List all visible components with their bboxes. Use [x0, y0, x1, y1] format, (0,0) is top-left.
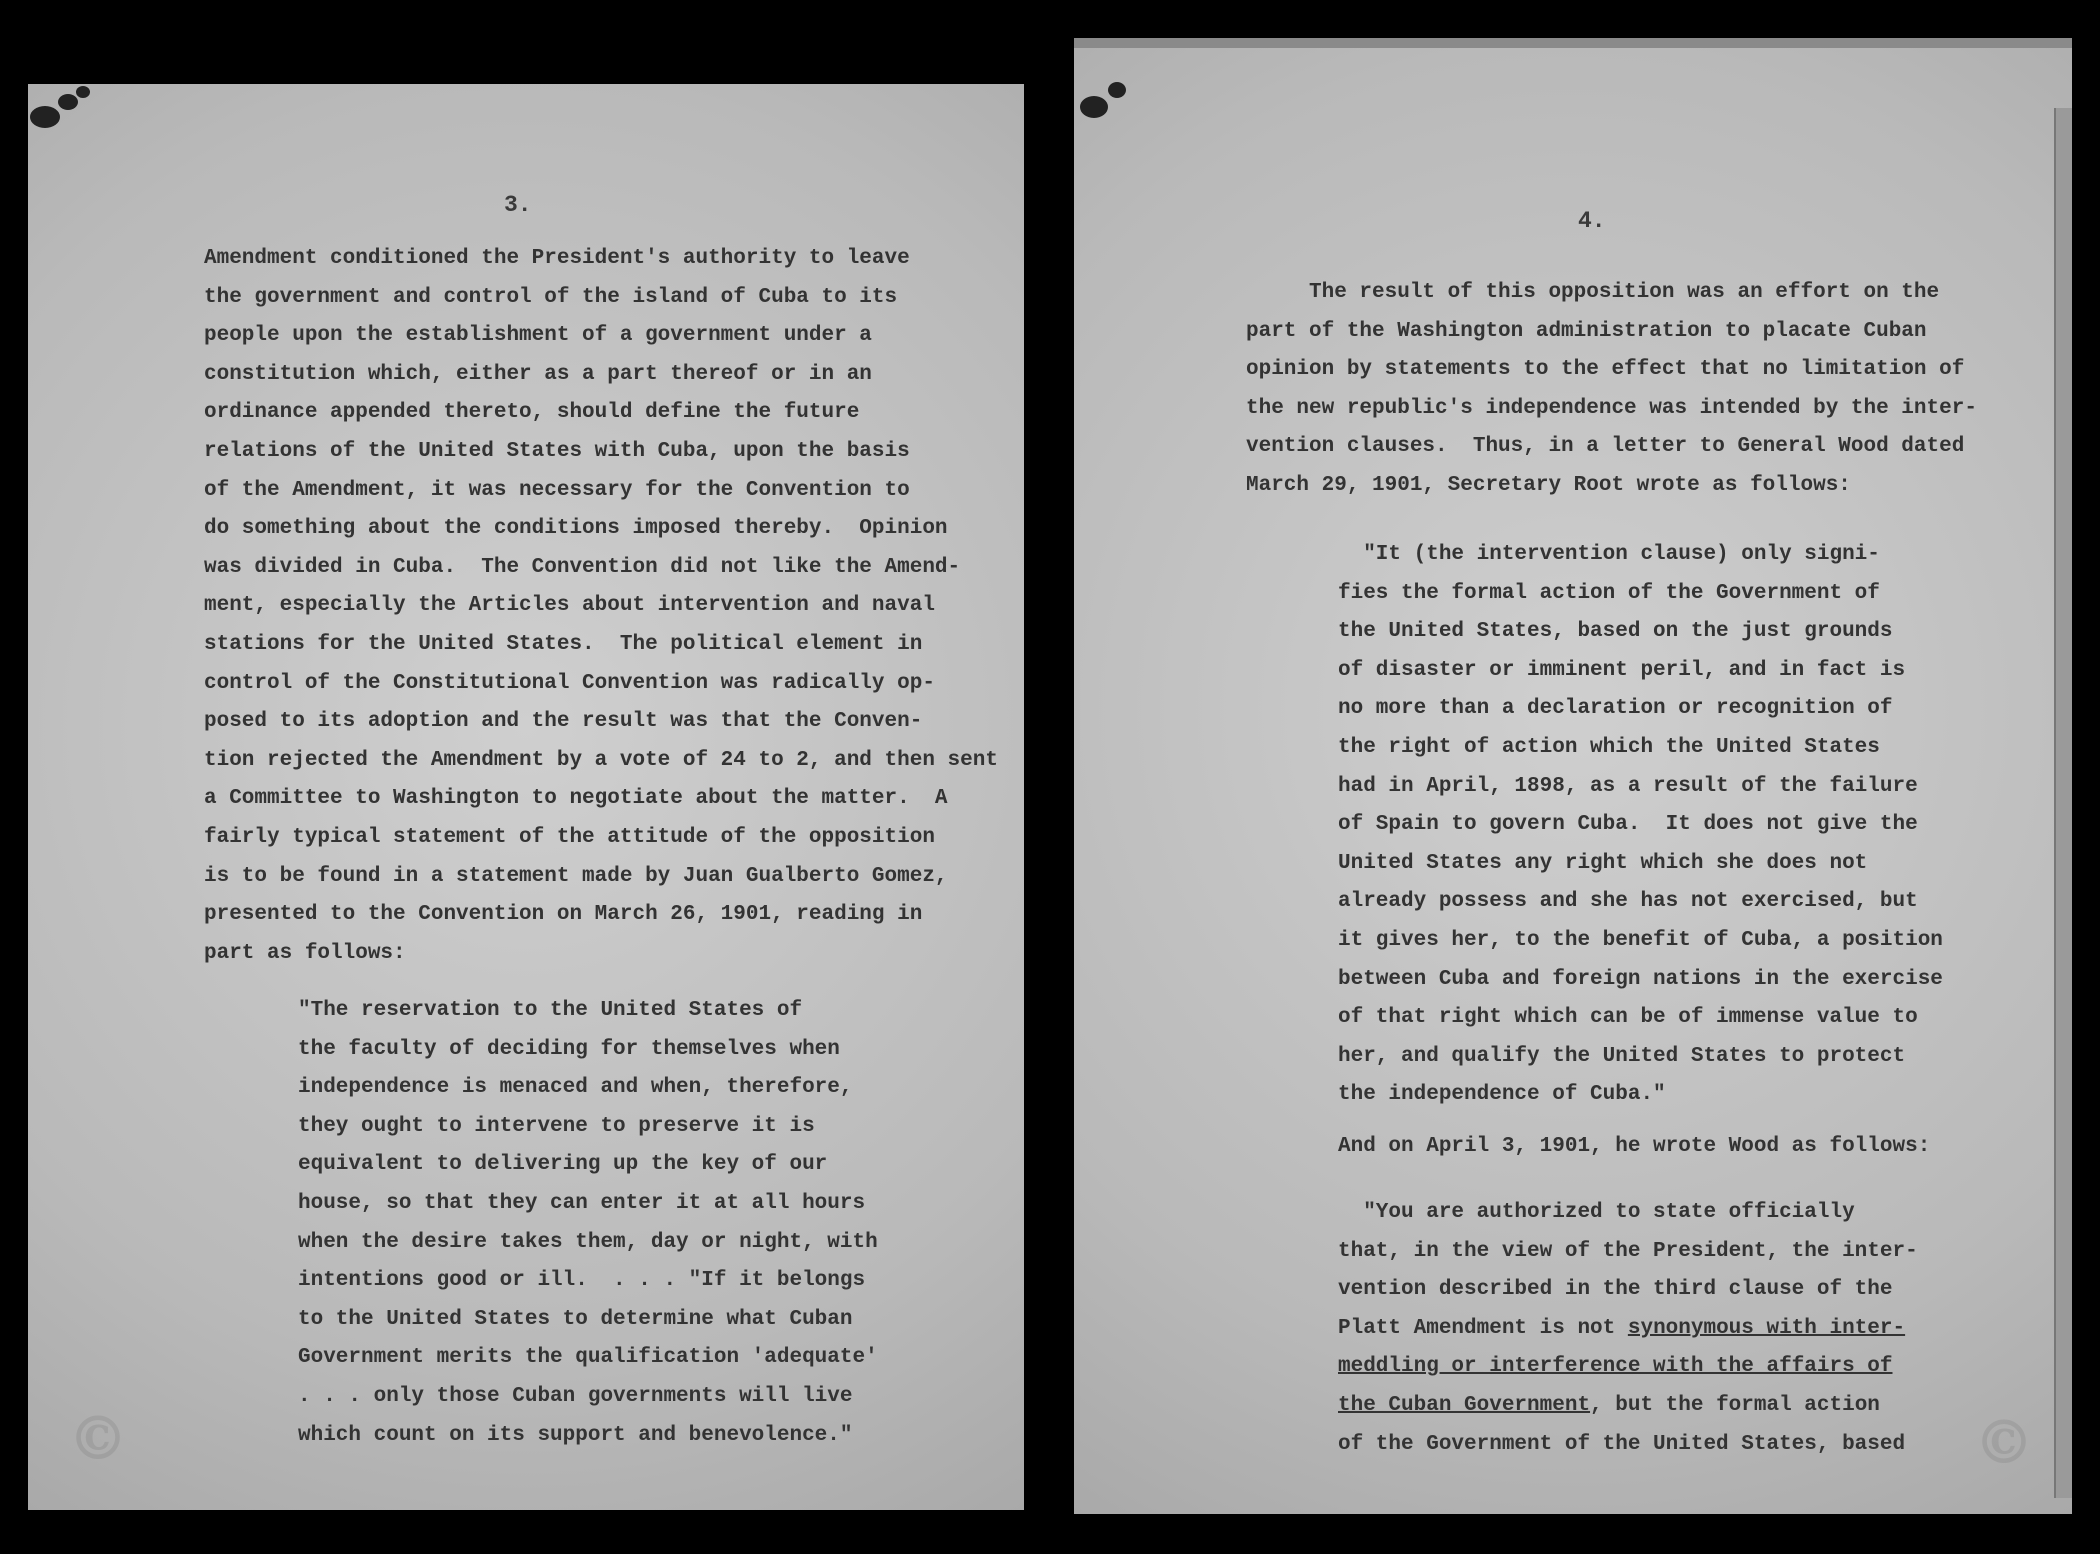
- text-line: of that right which can be of immense value to: [1338, 1006, 1918, 1030]
- text-line: which count on its support and benevolence.": [298, 1423, 853, 1447]
- text-line: intentions good or ill. . . . "If it belongs: [298, 1269, 866, 1293]
- block-quote: [1338, 1194, 1998, 1464]
- text-line: Amendment conditioned the President's authority to leave: [204, 247, 910, 270]
- page-number: 3.: [504, 192, 532, 218]
- text-line: opinion by statements to the effect that no limitation of: [1246, 358, 1965, 382]
- text-line: presented to the Convention on March 26, 1901, reading in: [204, 903, 923, 927]
- text-span: Platt Amendment is not: [1338, 1316, 1628, 1340]
- text-line: the United States, based on the just grounds: [1338, 620, 1893, 644]
- text-line: United States any right which she does not: [1338, 851, 1868, 875]
- text-line: March 29, 1901, Secretary Root wrote as follows:: [1246, 473, 1851, 497]
- text-line: "It (the intervention clause) only signi-: [1338, 543, 1880, 566]
- text-line: to the United States to determine what Cuban: [298, 1307, 853, 1331]
- text-line: people upon the establishment of a government under a: [204, 324, 872, 348]
- text-line: vention described in the third clause of the: [1338, 1278, 1893, 1302]
- text-line: house, so that they can enter it at all hours: [298, 1191, 866, 1215]
- page-number: 4.: [1578, 208, 1606, 234]
- text-line: Government merits the qualification 'adequate': [298, 1346, 878, 1370]
- text-span: , but the formal action: [1590, 1393, 1880, 1417]
- text-line: the new republic's independence was intended by the inter-: [1246, 396, 1977, 420]
- text-line: the faculty of deciding for themselves when: [298, 1037, 840, 1061]
- text-line: posed to its adoption and the result was that the Conven-: [204, 710, 923, 734]
- text-line: And on April 3, 1901, he wrote Wood as follows:: [1338, 1135, 1931, 1158]
- text-line: of Spain to govern Cuba. It does not give the: [1338, 813, 1918, 837]
- body-paragraph: [204, 240, 998, 973]
- text-line: constitution which, either as a part thereof or in an: [204, 362, 872, 386]
- ink-blot: [30, 106, 60, 128]
- text-line: vention clauses. Thus, in a letter to General Wood dated: [1246, 435, 1965, 459]
- ink-blot: [58, 94, 78, 110]
- text-line: do something about the conditions imposed thereby. Opinion: [204, 517, 948, 541]
- text-line: stations for the United States. The political element in: [204, 632, 923, 656]
- right-document-page: [1074, 38, 2072, 1514]
- text-line: control of the Constitutional Convention was radically op-: [204, 671, 935, 695]
- text-line: tion rejected the Amendment by a vote of 24 to 2, and then sent: [204, 748, 998, 772]
- text-line: of the Amendment, it was necessary for the Convention to: [204, 478, 910, 502]
- block-quote: [298, 992, 898, 1455]
- underlying-sheet-edge: [2054, 108, 2072, 1498]
- transition-paragraph: [1338, 1128, 1998, 1167]
- text-line: the right of action which the United States: [1338, 735, 1880, 759]
- text-line: fies the formal action of the Government of: [1338, 581, 1880, 605]
- text-line: they ought to intervene to preserve it is: [298, 1114, 815, 1138]
- text-line: part as follows:: [204, 941, 406, 965]
- text-line: her, and qualify the United States to protect: [1338, 1044, 1906, 1068]
- text-line: ment, especially the Articles about intervention and naval: [204, 594, 935, 618]
- watermark: ©: [68, 1404, 132, 1474]
- text-line: that, in the view of the President, the inter-: [1338, 1239, 1918, 1263]
- left-document-page: [28, 84, 1024, 1510]
- text-line: was divided in Cuba. The Convention did not like the Amend-: [204, 555, 961, 579]
- text-line: of disaster or imminent peril, and in fact is: [1338, 658, 1906, 682]
- ink-blot: [1108, 82, 1126, 98]
- text-line: it gives her, to the benefit of Cuba, a position: [1338, 928, 1943, 952]
- text-line: ordinance appended thereto, should define the future: [204, 401, 860, 425]
- text-line: a Committee to Washington to negotiate about the matter. A: [204, 787, 948, 811]
- watermark: ©: [1974, 1408, 2038, 1478]
- text-line: part of the Washington administration to placate Cuban: [1246, 319, 1927, 343]
- text-line: "You are authorized to state officially: [1338, 1201, 1855, 1224]
- text-line: relations of the United States with Cuba, upon the basis: [204, 439, 910, 463]
- text-line: of the Government of the United States, based: [1338, 1432, 1906, 1456]
- ink-blot: [76, 86, 90, 98]
- text-line: already possess and she has not exercised, but: [1338, 890, 1918, 914]
- block-quote: [1338, 536, 1998, 1115]
- text-line: is to be found in a statement made by Juan Gualberto Gomez,: [204, 864, 948, 888]
- text-line: The result of this opposition was an effort on the: [1246, 281, 1940, 304]
- ink-blot: [1080, 96, 1108, 118]
- body-paragraph: [1246, 274, 2046, 506]
- text-line: [1338, 1387, 1998, 1426]
- underlined-text: synonymous with inter-: [1627, 1316, 1906, 1340]
- text-line: had in April, 1898, as a result of the failure: [1338, 774, 1918, 798]
- text-line: the independence of Cuba.": [1338, 1083, 1666, 1107]
- text-line: independence is menaced and when, therefore,: [298, 1076, 853, 1100]
- text-line: when the desire takes them, day or night, with: [298, 1230, 878, 1254]
- text-line: [1338, 1348, 1998, 1387]
- text-line: the government and control of the island of Cuba to its: [204, 285, 898, 309]
- text-line: . . . only those Cuban governments will live: [298, 1384, 853, 1408]
- underlined-text: the Cuban Government: [1338, 1393, 1591, 1417]
- underlined-text: meddling or interference with the affairs of: [1338, 1355, 1893, 1379]
- text-line: between Cuba and foreign nations in the exercise: [1338, 967, 1943, 991]
- text-line: "The reservation to the United States of: [298, 999, 803, 1022]
- text-line: fairly typical statement of the attitude of the opposition: [204, 825, 935, 849]
- text-line: [1338, 1310, 1998, 1349]
- text-line: equivalent to delivering up the key of our: [298, 1153, 828, 1177]
- text-line: no more than a declaration or recognition of: [1338, 697, 1893, 721]
